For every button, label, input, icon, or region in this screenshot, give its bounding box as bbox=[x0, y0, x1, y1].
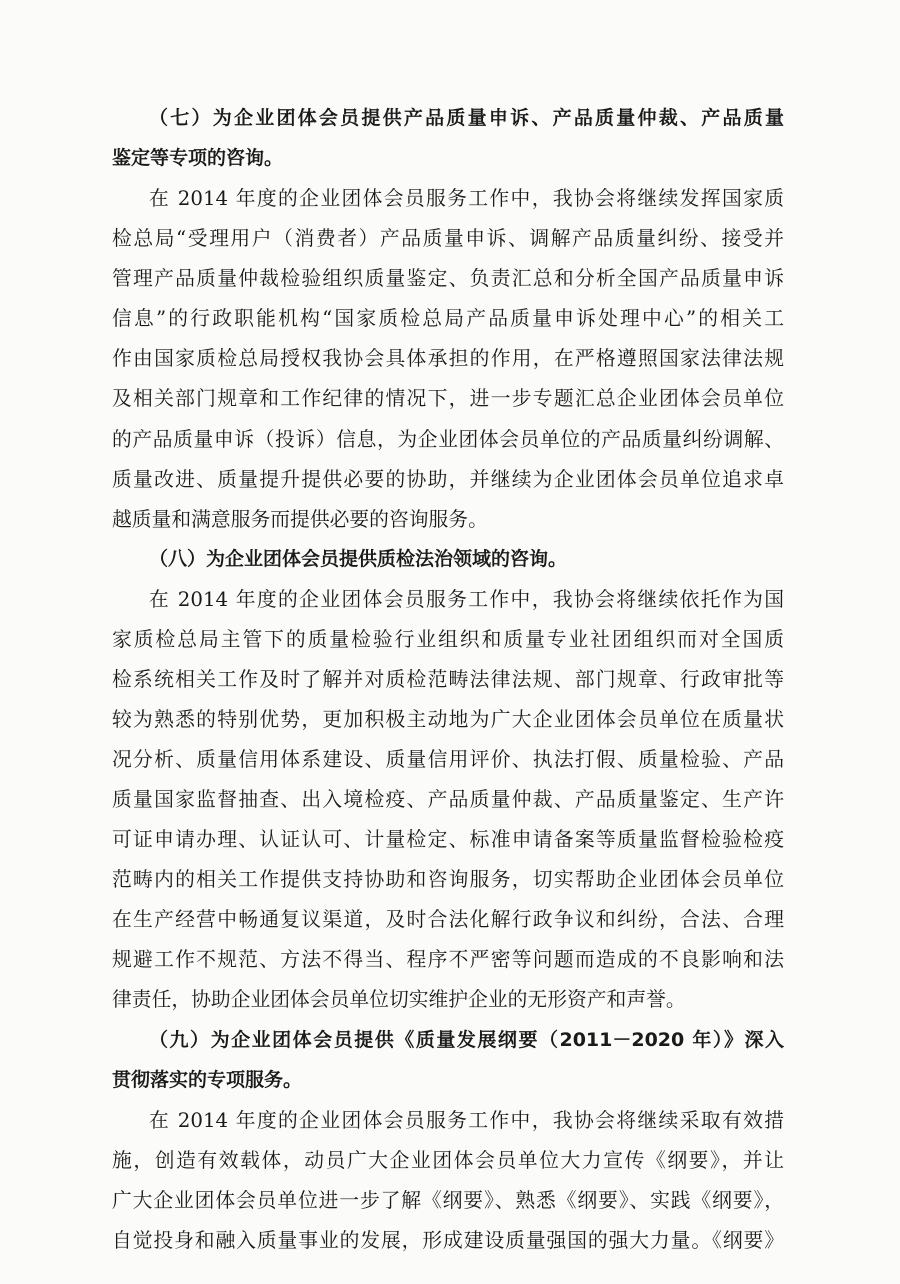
paragraph-8-line-8: 范畴内的相关工作提供支持协助和咨询服务，切实帮助企业团体会员单位 bbox=[112, 868, 784, 891]
paragraph-9-line-4: 自觉投身和融入质量事业的发展，形成建设质量强国的强大力量。《纲要》 bbox=[112, 1229, 784, 1252]
paragraph-8-line-11: 律责任，协助企业团体会员单位切实维护企业的无形资产和声誉。 bbox=[112, 988, 686, 1011]
paragraph-7-line-9: 越质量和满意服务而提供必要的咨询服务。 bbox=[112, 508, 488, 531]
paragraph-8-line-9: 在生产经营中畅通复议渠道，及时合法化解行政争议和纠纷，合法、合理 bbox=[112, 908, 784, 931]
paragraph-8-line-3: 检系统相关工作及时了解并对质检范畴法律法规、部门规章、行政审批等 bbox=[112, 668, 784, 691]
paragraph-8-line-4: 较为熟悉的特别优势，更加积极主动地为广大企业团体会员单位在质量状 bbox=[112, 708, 784, 731]
heading-7-line-2: 鉴定等专项的咨询。 bbox=[112, 147, 284, 169]
paragraph-8-line-7: 可证申请办理、认证认可、计量检定、标准申请备案等质量监督检验检疫 bbox=[112, 828, 784, 851]
heading-9-line-1: （九）为企业团体会员提供《质量发展纲要（2011－2020 年）》深入 bbox=[149, 1029, 784, 1051]
heading-8: （八）为企业团体会员提供质检法治领域的咨询。 bbox=[149, 548, 568, 570]
paragraph-8-line-1: 在 2014 年度的企业团体会员服务工作中，我协会将继续依托作为国 bbox=[149, 588, 784, 611]
paragraph-9-line-3: 广大企业团体会员单位进一步了解《纲要》、熟悉《纲要》、实践《纲要》， bbox=[112, 1189, 784, 1212]
paragraph-7-line-7: 的产品质量申诉（投诉）信息，为企业团体会员单位的产品质量纠纷调解、 bbox=[112, 428, 784, 451]
paragraph-7-line-6: 及相关部门规章和工作纪律的情况下，进一步专题汇总企业团体会员单位 bbox=[112, 387, 784, 410]
paragraph-7-line-3: 管理产品质量仲裁检验组织质量鉴定、负责汇总和分析全国产品质量申诉 bbox=[112, 267, 784, 290]
heading-7-line-1: （七）为企业团体会员提供产品质量申诉、产品质量仲裁、产品质量 bbox=[149, 107, 784, 129]
paragraph-9-line-2: 施，创造有效载体，动员广大企业团体会员单位大力宣传《纲要》，并让 bbox=[112, 1149, 784, 1172]
paragraph-7-line-4: 信息”的行政职能机构“国家质检总局产品质量申诉处理中心”的相关工 bbox=[112, 307, 784, 330]
paragraph-7-line-5: 作由国家质检总局授权我协会具体承担的作用，在严格遵照国家法律法规 bbox=[112, 347, 784, 370]
paragraph-8-line-10: 规避工作不规范、方法不得当、程序不严密等问题而造成的不良影响和法 bbox=[112, 948, 784, 971]
paragraph-7-line-2: 检总局“受理用户（消费者）产品质量申诉、调解产品质量纠纷、接受并 bbox=[112, 227, 784, 250]
paragraph-7-line-1: 在 2014 年度的企业团体会员服务工作中，我协会将继续发挥国家质 bbox=[149, 187, 784, 210]
paragraph-9-line-1: 在 2014 年度的企业团体会员服务工作中，我协会将继续采取有效措 bbox=[149, 1109, 784, 1132]
paragraph-8-line-5: 况分析、质量信用体系建设、质量信用评价、执法打假、质量检验、产品 bbox=[112, 748, 784, 771]
paragraph-7-line-8: 质量改进、质量提升提供必要的协助，并继续为企业团体会员单位追求卓 bbox=[112, 468, 784, 491]
heading-9-line-2: 贯彻落实的专项服务。 bbox=[112, 1069, 303, 1091]
paragraph-8-line-2: 家质检总局主管下的质量检验行业组织和质量专业社团组织而对全国质 bbox=[112, 628, 784, 651]
paragraph-8-line-6: 质量国家监督抽查、出入境检疫、产品质量仲裁、产品质量鉴定、生产许 bbox=[112, 788, 784, 811]
